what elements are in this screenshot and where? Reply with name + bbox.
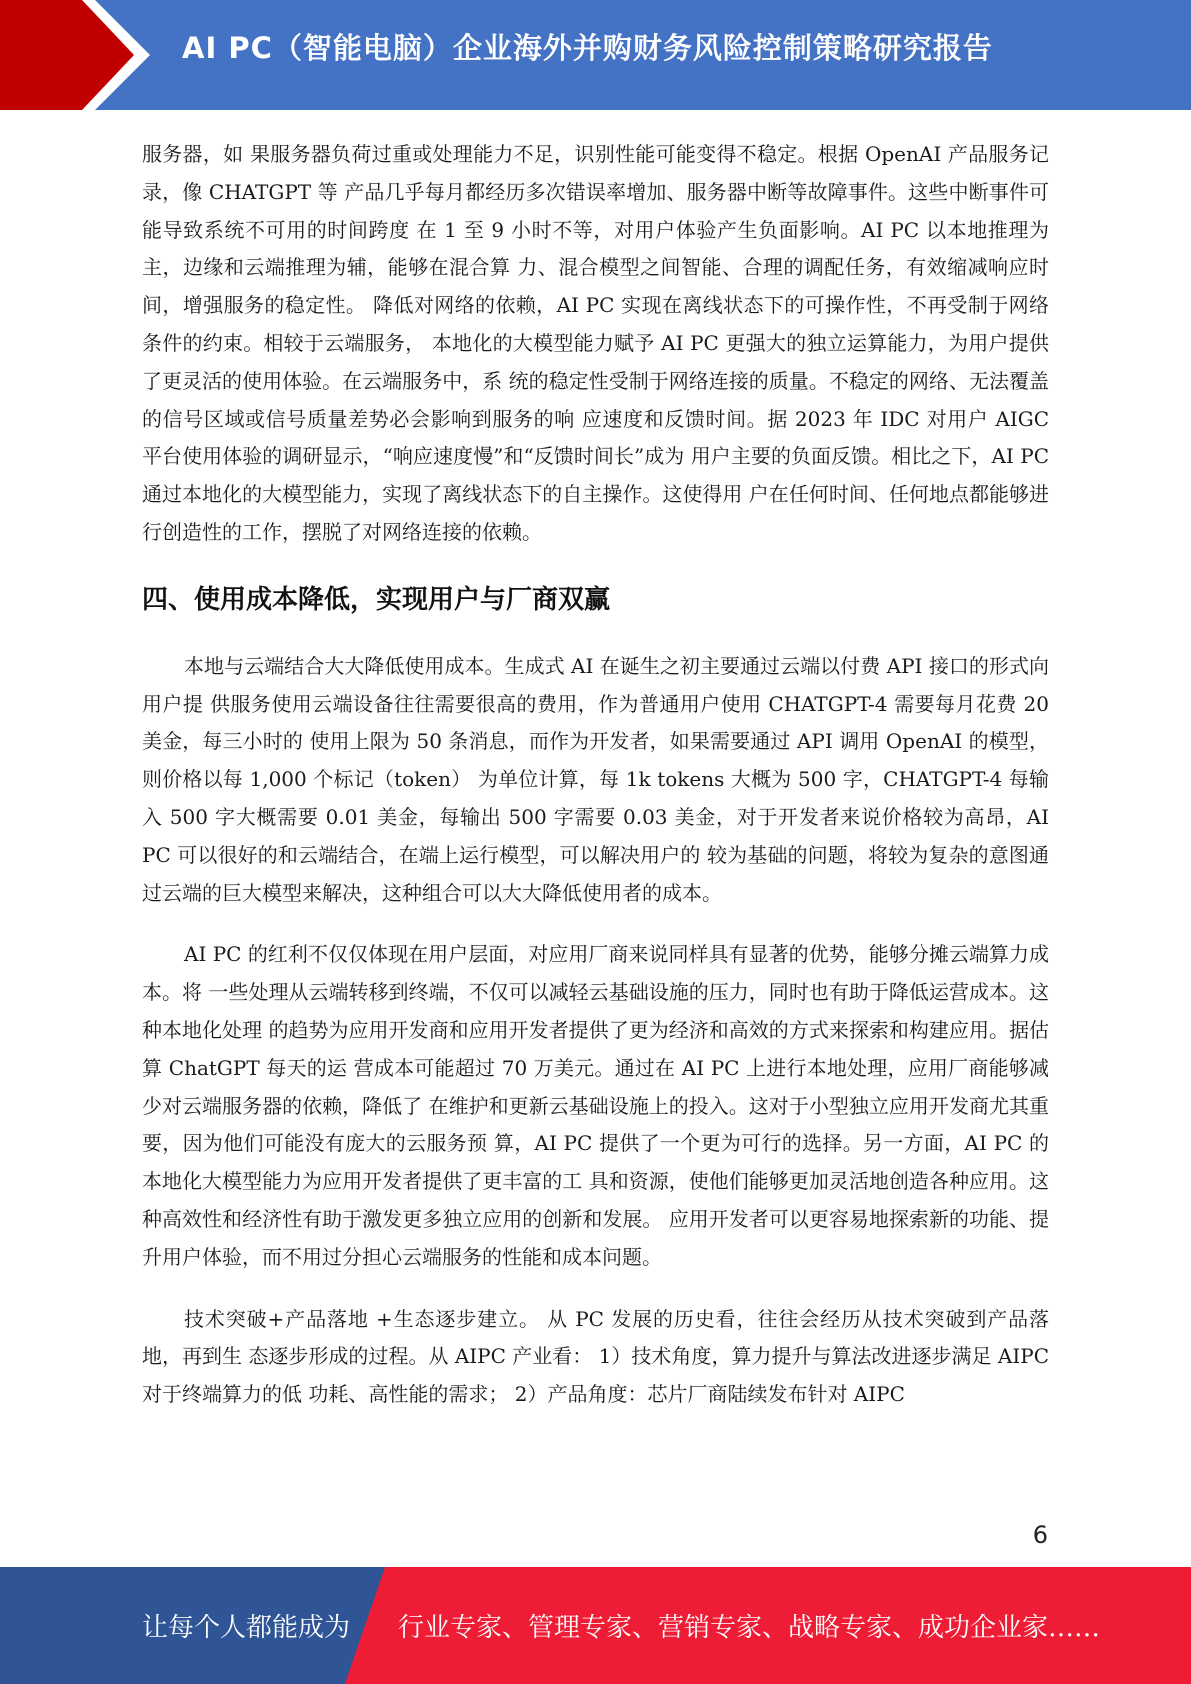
body-paragraph-3: AI PC 的红利不仅仅体现在用户层面，对应用厂商来说同样具有显著的优势，能够分摊云端算力成本。将 一些处理从云端转移到终端，不仅可以减轻云基础设施的压力，同时也有助于降低运营成本。这种本地化处理 的趋势为应用开发商和应用开发者提供了更为经济和高效的方式来探索和构建应用。据估算 ChatGPT 每天的运 营成本可能超过 70 万美元。通过在 AI PC 上进行本地处理，应用厂商能够减少对云端服务器的依赖，降低了 在维护和更新云基础设施上的投入。这对于小型独立应用开发商尤其重要，因为他们可能没有庞大的云服务预 算，AI PC 提供了一个更为可行的选择。另一方面，AI PC 的本地化大模型能力为应用开发者提供了更丰富的工 具和资源，使他们能够更加灵活地创造各种应用。这种高效性和经济性有助于激发更多独立应用的创新和发展。 应用开发者可以更容易地探索新的功能、提升用户体验，而不用过分担心云端服务的性能和成本问题。 bbox=[142, 942, 1049, 1269]
footer-slogan-left: 让每个人都能成为 bbox=[142, 1613, 351, 1643]
report-title: AI PC（智能电脑）企业海外并购财务风险控制策略研究报告 bbox=[182, 31, 993, 65]
footer-slogan-right: 行业专家、管理专家、营销专家、战略专家、成功企业家…… bbox=[398, 1613, 1101, 1643]
section-heading: 四、使用成本降低，实现用户与厂商双赢 bbox=[142, 584, 611, 615]
page-body bbox=[142, 136, 1049, 1414]
page-number: 6 bbox=[1032, 1521, 1048, 1549]
body-paragraph-4: 技术突破+产品落地 +生态逐步建立。 从 PC 发展的历史看，往往会经历从技术突破到产品落地，再到生 态逐步形成的过程。从 AIPC 产业看： 1）技术角度，算力提升与算法改进逐步满足 AIPC 对于终端算力的低 功耗、高性能的需求； 2）产品角度：芯片厂商陆续发布针对 AIPC bbox=[142, 1306, 1049, 1407]
page-footer bbox=[0, 1567, 1191, 1684]
body-paragraph-2: 本地与云端结合大大降低使用成本。生成式 AI 在诞生之初主要通过云端以付费 API 接口的形式向用户提 供服务使用云端设备往往需要很高的费用，作为普通用户使用 CHATGPT-4 需要每月花费 20 美金，每三小时的 使用上限为 50 条消息，而作为开发者，如果需要通过 API 调用 OpenAI 的模型，则价格以每 1,000 个标记（token） 为单位计算，每 1k tokens 大概为 500 字，CHATGPT-4 每输入 500 字大概需要 0.01 美金，每输出 500 字需要 0.03 美金，对于开发者来说价格较为高昂，AI PC 可以很好的和云端结合，在端上运行模型，可以解决用户的 较为基础的问题，将较为复杂的意图通过云端的巨大模型来解决，这种组合可以大大降低使用者的成本。 bbox=[142, 653, 1049, 905]
red-chevron-decoration bbox=[0, 0, 160, 110]
page-header bbox=[0, 0, 1191, 110]
body-paragraph-1: 服务器，如 果服务器负荷过重或处理能力不足，识别性能可能变得不稳定。根据 OpenAI 产品服务记录，像 CHATGPT 等 产品几乎每月都经历多次错误率增加、服务器中断等故障事件。这些中断事件可能导致系统不可用的时间跨度 在 1 至 9 小时不等，对用户体验产生负面影响。AI PC 以本地推理为主，边缘和云端推理为辅，能够在混合算 力、混合模型之间智能、合理的调配任务，有效缩减响应时间，增强服务的稳定性。 降低对网络的依赖，AI PC 实现在离线状态下的可操作性，不再受制于网络条件的约束。相较于云端服务， 本地化的大模型能力赋予 AI PC 更强大的独立运算能力，为用户提供了更灵活的使用体验。在云端服务中，系 统的稳定性受制于网络连接的质量。不稳定的网络、无法覆盖的信号区域或信号质量差势必会影响到服务的响 应速度和反馈时间。据 2023 年 IDC 对用户 AIGC 平台使用体验的调研显示，“响应速度慢”和“反馈时间长”成为 用户主要的负面反馈。相比之下，AI PC 通过本地化的大模型能力，实现了离线状态下的自主操作。这使得用 户在任何时间、任何地点都能够进行创造性的工作，摆脱了对网络连接的依赖。 bbox=[142, 142, 1049, 544]
